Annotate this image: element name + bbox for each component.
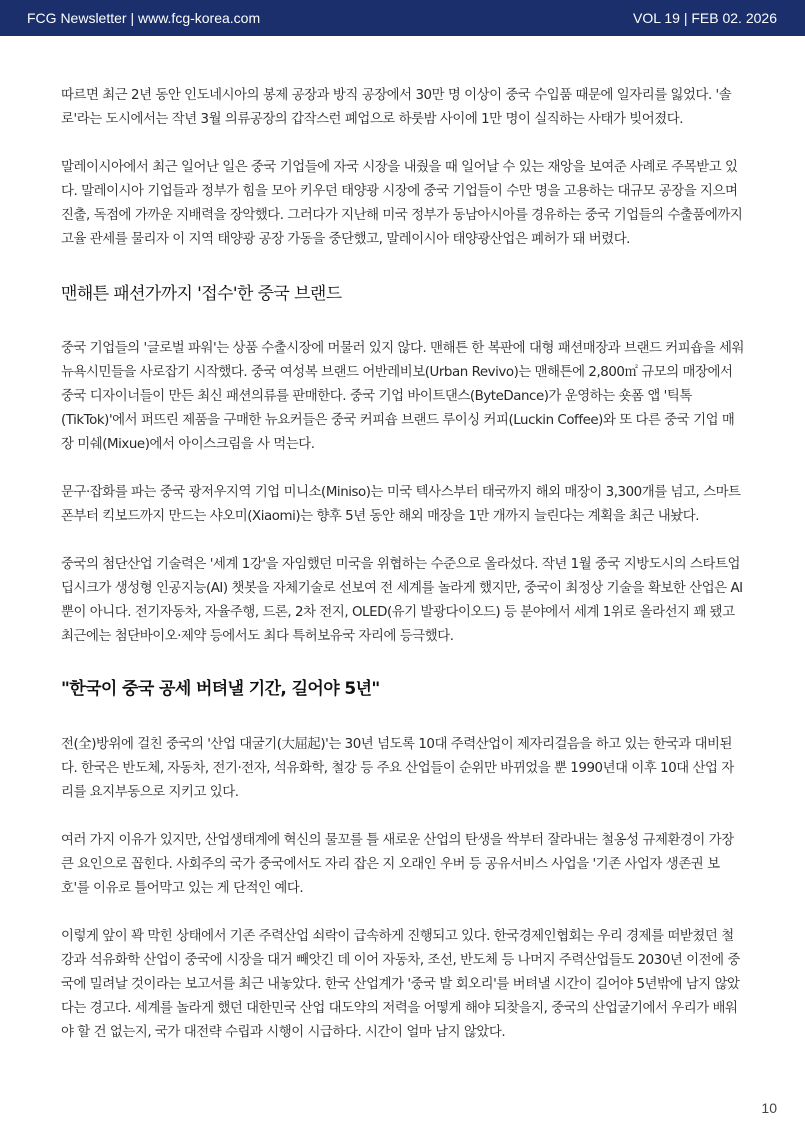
page-number: 10 [761,1100,777,1116]
article-paragraph: 말레이시아에서 최근 일어난 일은 중국 기업들에 자국 시장을 내줬을 때 일어날 수 있는 재앙을 보여준 사례로 주목받고 있다. 말레이시아 기업들과 정부가 힘을 모아 키우던 태양광 시장에 중국 기업들이 수만 명을 고용하는 대규모 공장을 지으며 진출, 독점에 가까운 지배력을 장악했다. 그러다가 지난해 미국 정부가 동남아시아를 경유하는 중국 기업들의 수출품에까지 고율 관세를 물리자 이 지역 태양광 공장 가동을 중단했고, 말레이시아 태양광산업은 폐허가 돼 버렸다. [61,160,743,247]
article-paragraph: 중국의 첨단산업 기술력은 '세계 1강'을 자임했던 미국을 위협하는 수준으로 올라섰다. 작년 1월 중국 지방도시의 스타트업 딥시크가 생성형 인공지능(AI) 챗봇을 자체기술로 선보여 전 세계를 놀라게 했지만, 중국이 최정상 기술을 확보한 산업은 AI뿐이 아니다. 전기자동차, 자율주행, 드론, 2차 전지, OLED(유기 발광다이오드) 등 분야에서 세계 1위로 올라선지 꽤 됐고 최근에는 첨단바이오·제약 등에서도 최다 특허보유국 자리에 등극했다. [61,557,743,644]
article-paragraph: 여러 가지 이유가 있지만, 산업생태계에 혁신의 물꼬를 틀 새로운 산업의 탄생을 싹부터 잘라내는 철옹성 규제환경이 가장 큰 요인으로 꼽힌다. 사회주의 국가 중국에서도 자리 잡은 지 오래인 우버 등 공유서비스 사업을 '기존 사업자 생존권 보호'를 이유로 틀어막고 있는 게 단적인 예다. [61,833,734,896]
section-heading: 맨해튼 패션가까지 '접수'한 중국 브랜드 [61,284,342,304]
newsletter-header [0,0,805,36]
section-heading: "한국이 중국 공세 버텨낼 기간, 길어야 5년" [61,679,380,699]
article-paragraph: 이렇게 앞이 꽉 막힌 상태에서 기존 주력산업 쇠락이 급속하게 진행되고 있다. 한국경제인협회는 우리 경제를 떠받쳤던 철강과 석유화학 산업이 중국에 시장을 대거 빼앗긴 데 이어 자동차, 조선, 반도체 등 나머지 주력산업들도 2030년 이전에 중국에 밀려날 것이라는 보고서를 최근 내놓았다. 한국 산업계가 '중국 발 회오리'를 버텨낼 시간이 길어야 5년밖에 남지 않았다는 경고다. 세계를 놀라게 했던 대한민국 산업 대도약의 저력을 어떻게 해야 되찾을지, 중국의 산업굴기에서 우리가 배워야 할 건 없는지, 국가 대전략 수립과 시행이 시급하다. 시간이 얼마 남지 않았다. [61,929,740,1040]
article-paragraph: 중국 기업들의 '글로벌 파워'는 상품 수출시장에 머물러 있지 않다. 맨해튼 한 복판에 대형 패션매장과 브랜드 커피숍을 세워 뉴욕시민들을 사로잡기 시작했다. 중국 여성복 브랜드 어반레비보(Urban Revivo)는 맨해튼에 2,800㎡ 규모의 매장에서 중국 디자이너들이 만든 최신 패션의류를 판매한다. 중국 기업 바이트댄스(ByteDance)가 운영하는 숏폼 앱 '틱톡(TikTok)'에서 퍼뜨린 제품을 구매한 뉴요커들은 중국 커피숍 브랜드 루이싱 커피(Luckin Coffee)와 또 다른 중국 기업 매장 미쉐(Mixue)에서 아이스크림을 사 먹는다. [61,341,744,452]
article-paragraph: 전(全)방위에 걸친 중국의 '산업 대굴기(大屈起)'는 30년 넘도록 10대 주력산업이 제자리걸음을 하고 있는 한국과 대비된다. 한국은 반도체, 자동차, 전기·전자, 석유화학, 철강 등 주요 산업들이 순위만 바뀌었을 뿐 1990년대 이후 10대 산업 자리를 요지부동으로 지키고 있다. [61,737,734,800]
header-volume-date: VOL 19 | FEB 02. 2026 [633,10,777,26]
article-paragraph: 따르면 최근 2년 동안 인도네시아의 봉제 공장과 방직 공장에서 30만 명 이상이 중국 수입품 때문에 일자리를 잃었다. '솔로'라는 도시에서는 작년 3월 의류공장의 갑작스런 폐업으로 하룻밤 사이에 1만 명이 실직하는 사태가 빚어졌다. [61,88,732,127]
article-body [61,84,745,1045]
article-paragraph: 문구·잡화를 파는 중국 광저우지역 기업 미니소(Miniso)는 미국 텍사스부터 태국까지 해외 매장이 3,300개를 넘고, 스마트폰부터 킥보드까지 만드는 샤오미(Xiaomi)는 향후 5년 동안 해외 매장을 1만 개까지 늘린다는 계획을 최근 내놨다. [61,485,741,524]
header-newsletter-site: FCG Newsletter | www.fcg-korea.com [27,10,261,26]
